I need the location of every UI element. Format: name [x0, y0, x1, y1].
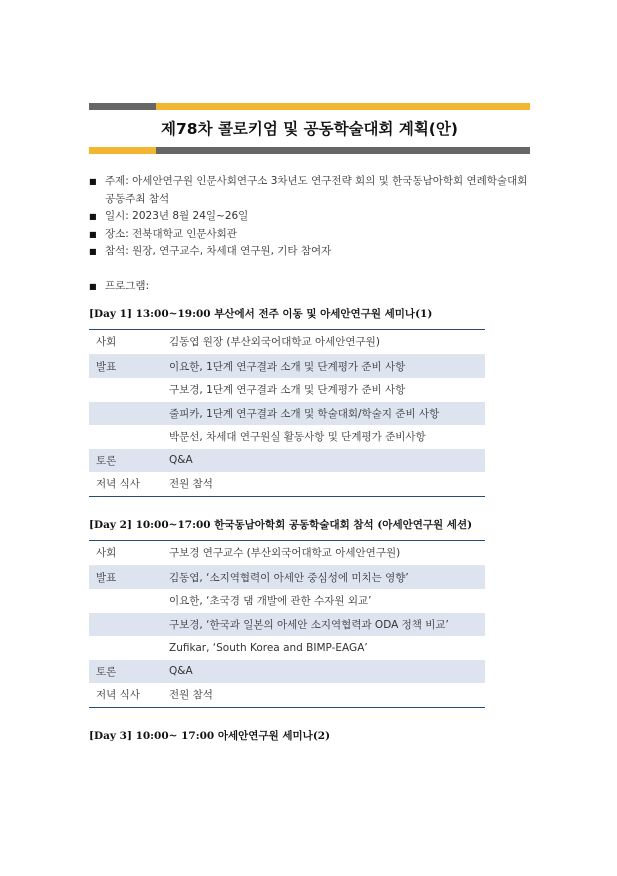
day3-title: [Day 3] 10:00~ 17:00 아세안연구원 세미나(2) — [89, 730, 331, 742]
role-cell — [89, 402, 165, 426]
table-row — [89, 613, 485, 637]
table-row — [89, 330, 485, 355]
square-bullet-icon: ■ — [89, 281, 97, 291]
table-row — [89, 402, 485, 426]
square-bullet-icon: ■ — [89, 212, 97, 221]
role-cell: 사회 — [89, 330, 165, 355]
role-cell — [89, 636, 165, 660]
bottom-rule-gold — [89, 147, 156, 154]
content-cell: 김동엽, ‘소지역협력이 아세안 중심성에 미치는 영향’ — [165, 565, 485, 589]
square-bullet-icon: ■ — [89, 177, 97, 186]
table-row — [89, 660, 485, 684]
content-cell: 전원 참석 — [165, 472, 485, 496]
day2-schedule-table — [89, 540, 485, 708]
role-cell: 저녁 식사 — [89, 683, 165, 707]
content-cell: Zufikar, ‘South Korea and BIMP-EAGA’ — [169, 641, 368, 654]
role-cell: 토론 — [89, 449, 165, 473]
overview-list — [89, 173, 539, 295]
top-rule-gold — [156, 103, 530, 110]
day1-title: [Day 1] 13:00~19:00 부산에서 전주 이동 및 아세안연구원 세미나(1) — [89, 308, 433, 320]
content-cell: 구보경, ‘한국과 일본의 아세안 소지역협력과 ODA 정책 비교’ — [165, 613, 485, 637]
table-row — [89, 636, 485, 660]
top-rule-gray — [89, 103, 156, 110]
list-item — [89, 173, 539, 208]
content-cell: 박문선, 차세대 연구원실 활동사항 및 단계평가 준비사항 — [169, 431, 426, 444]
table-row — [89, 541, 485, 566]
role-cell: 토론 — [89, 660, 165, 684]
content-cell: 구보경, 1단계 연구결과 소개 및 단계평가 준비 사항 — [169, 384, 406, 397]
content-cell: 이요한, 1단계 연구결과 소개 및 단계평가 준비 사항 — [165, 354, 485, 378]
square-bullet-icon: ■ — [89, 247, 97, 256]
content-cell: Q&A — [165, 660, 485, 684]
role-cell — [89, 589, 165, 613]
table-row — [89, 565, 485, 589]
content-cell: 줄피카, 1단계 연구결과 소개 및 학술대회/학술지 준비 사항 — [165, 402, 485, 426]
document-title: 제78차 콜로키엄 및 공동학술대회 계획(안) — [161, 120, 458, 138]
list-item — [89, 243, 539, 261]
table-row — [89, 449, 485, 473]
list-item — [89, 226, 539, 244]
role-cell — [89, 378, 165, 402]
list-item — [89, 208, 539, 226]
role-cell: 저녁 식사 — [89, 472, 165, 496]
content-cell: 전원 참석 — [165, 683, 485, 707]
title-block — [89, 103, 530, 154]
title-top-rule — [89, 103, 530, 110]
table-row — [89, 354, 485, 378]
bottom-rule-gray — [156, 147, 530, 154]
content-cell: 김동엽 원장 (부산외국어대학교 아세안연구원) — [165, 330, 485, 355]
content-cell: Q&A — [165, 449, 485, 473]
attendees-text: 참석: 원장, 연구교수, 차세대 연구원, 기타 참여자 — [105, 245, 332, 257]
role-cell: 발표 — [89, 565, 165, 589]
content-cell: 구보경 연구교수 (부산외국어대학교 아세안연구원) — [165, 541, 485, 566]
date-text: 일시: 2023년 8월 24일~26일 — [105, 210, 249, 222]
role-cell — [89, 613, 165, 637]
title-bottom-rule — [89, 147, 530, 154]
day2-title: [Day 2] 10:00~17:00 한국동남아학회 공동학술대회 참석 (아세안연구원 세션) — [89, 519, 473, 531]
table-row — [89, 589, 485, 613]
program-label — [89, 278, 539, 296]
role-cell: 발표 — [89, 354, 165, 378]
role-cell — [89, 425, 165, 449]
table-row — [89, 378, 485, 402]
venue-text: 장소: 전북대학교 인문사회관 — [105, 227, 237, 240]
table-row — [89, 425, 485, 449]
square-bullet-icon: ■ — [89, 229, 97, 239]
program-label-text: 프로그램: — [105, 279, 150, 292]
topic-text: 주제: 아세안연구원 인문사회연구소 3차년도 연구전략 회의 및 한국동남아학회 연례학술대회 공동주최 참석 — [105, 175, 528, 205]
content-cell: 이요한, ‘초국경 댐 개발에 관한 수자원 외교’ — [169, 595, 372, 608]
table-row — [89, 683, 485, 707]
table-row — [89, 472, 485, 496]
day1-schedule-table — [89, 329, 485, 497]
role-cell: 사회 — [89, 541, 165, 566]
